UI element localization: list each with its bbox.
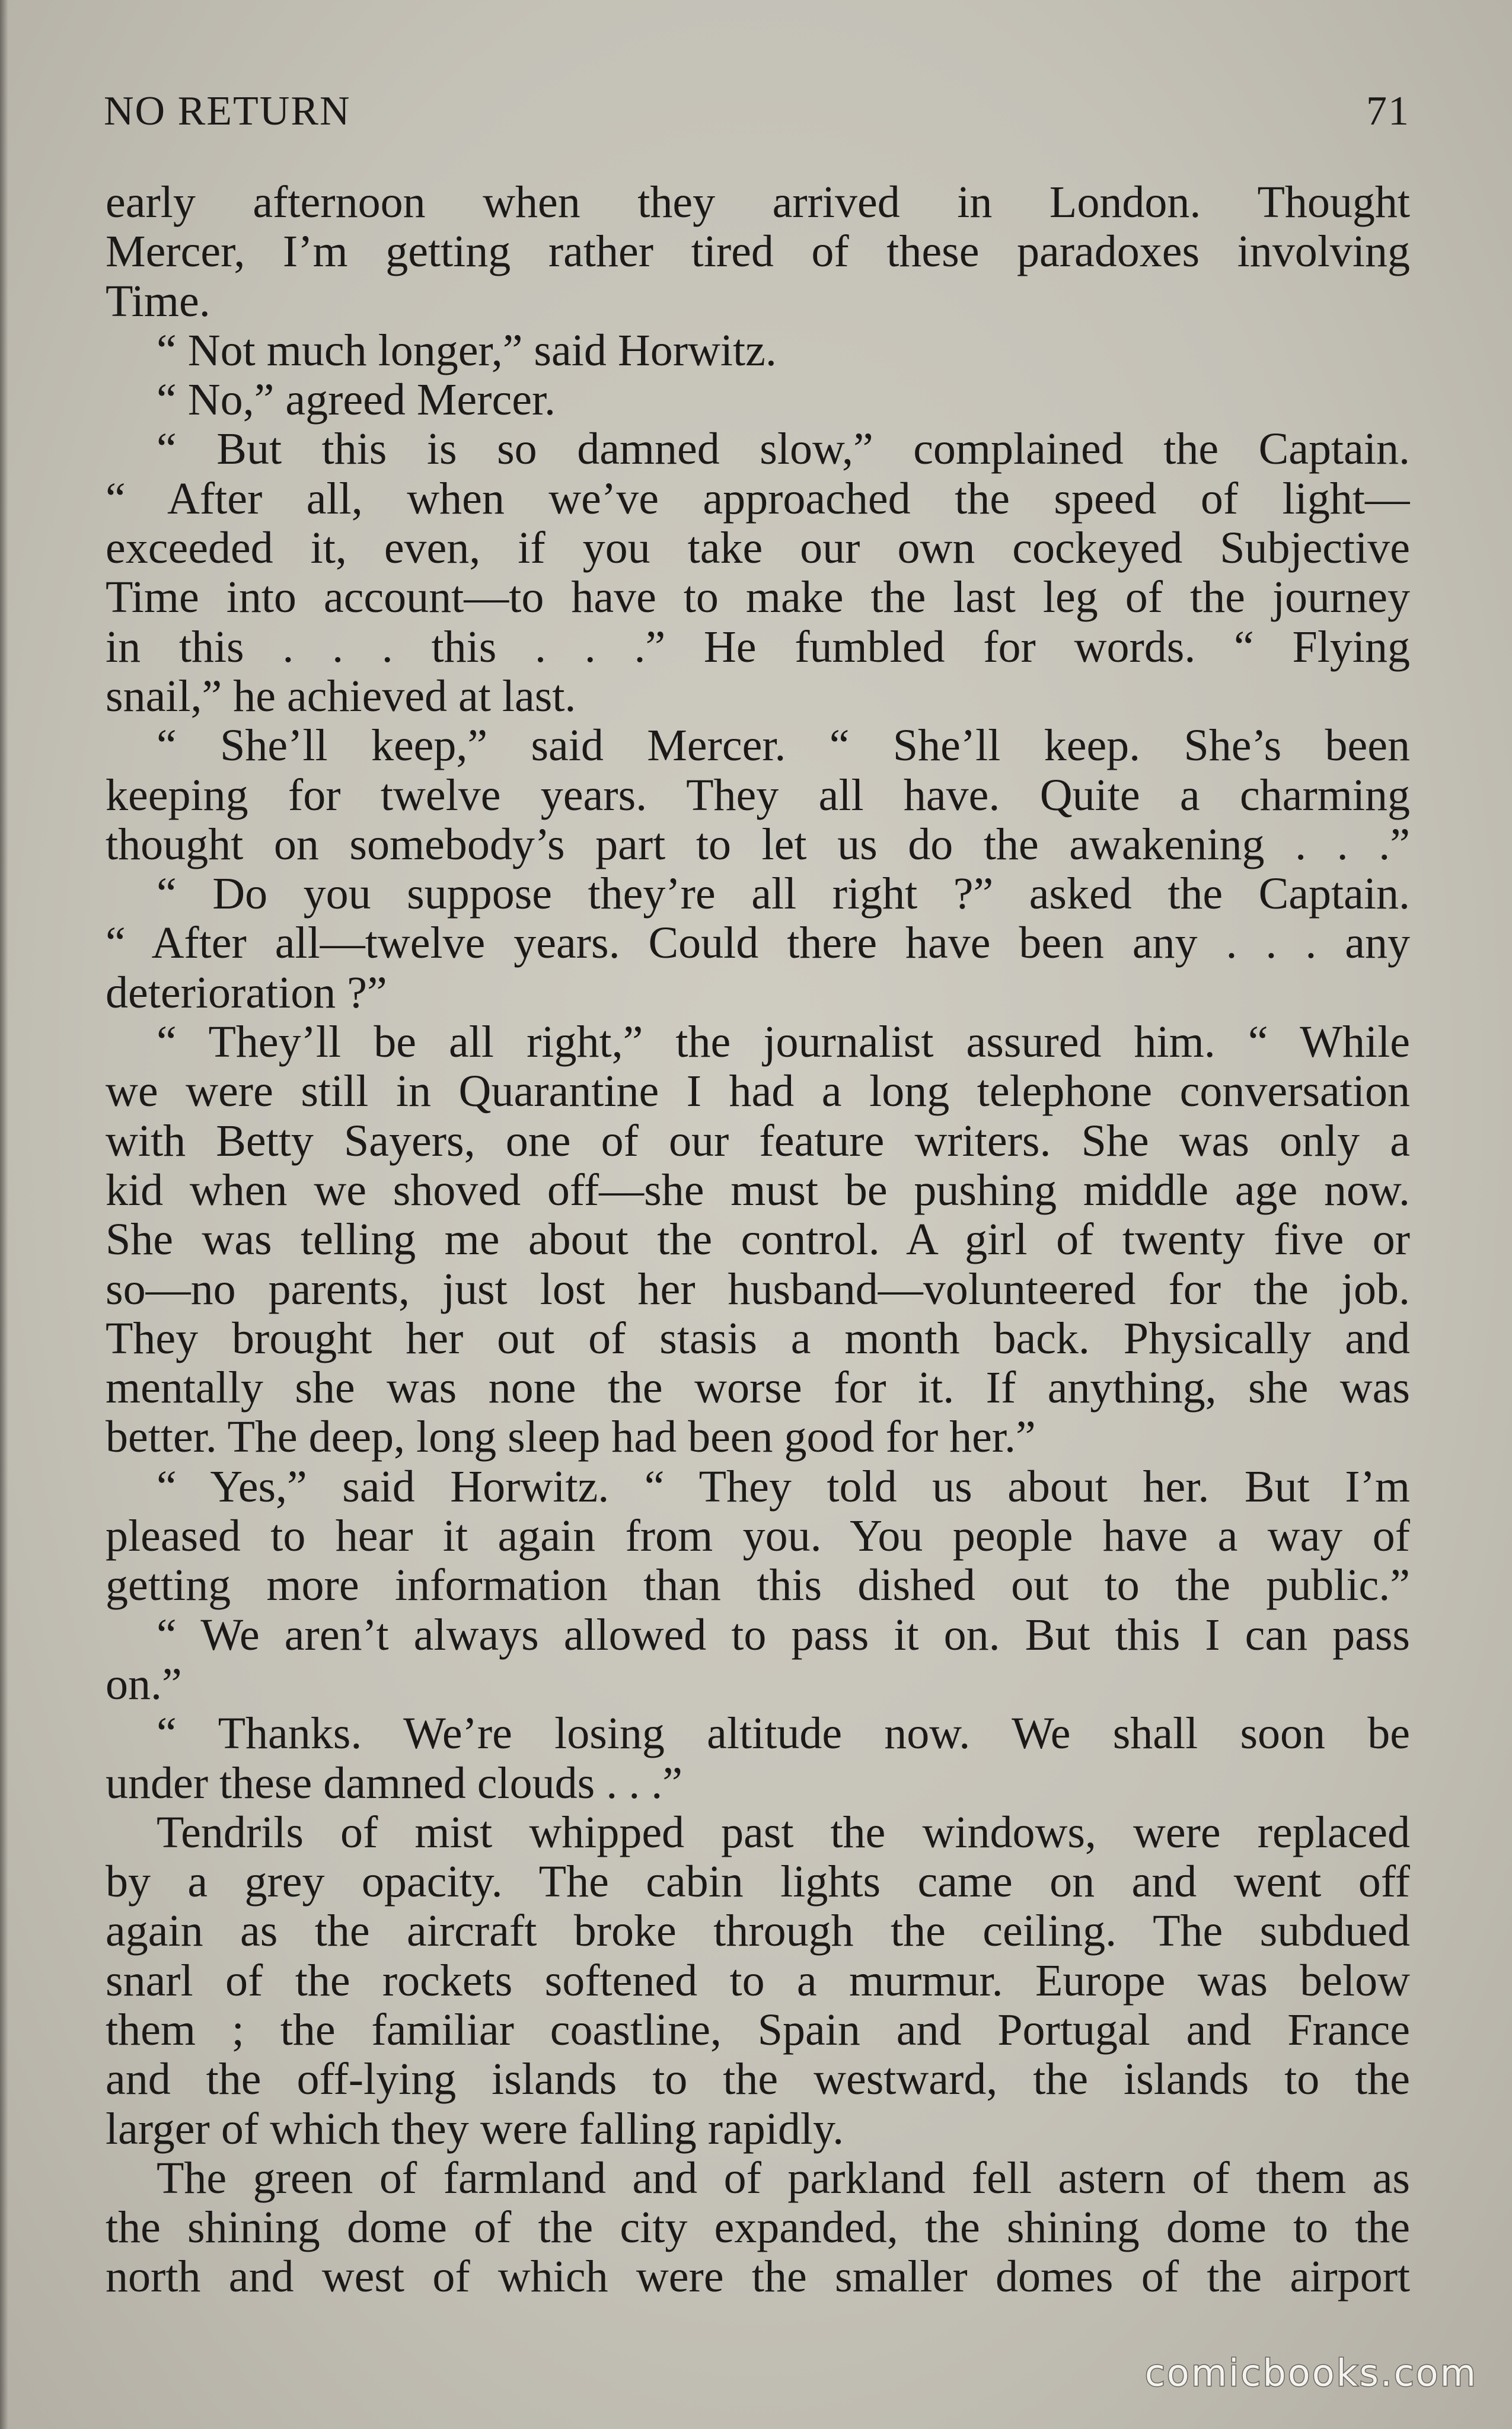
text-line: early afternoon when they arrived in London. Thought bbox=[106, 178, 1410, 227]
page-header bbox=[104, 88, 1410, 139]
site-watermark: comicbooks.com bbox=[1144, 2351, 1478, 2395]
text-line: “ Do you suppose they’re all right ?” asked the Captain. bbox=[157, 869, 1410, 919]
text-line: Time. bbox=[106, 276, 210, 326]
text-line: north and west of which were the smaller domes of the airport bbox=[106, 2252, 1410, 2302]
text-line: pleased to hear it again from you. You people have a way of bbox=[106, 1512, 1410, 1561]
text-line: “ We aren’t always allowed to pass it on. But this I can pass bbox=[157, 1610, 1410, 1660]
text-line: The green of farmland and of parkland fell astern of them as bbox=[157, 2153, 1410, 2203]
text-line: them ; the familiar coastline, Spain and Portugal and France bbox=[106, 2005, 1410, 2055]
page-shadow-edge bbox=[0, 0, 8, 2429]
text-line: again as the aircraft broke through the ceiling. The subdued bbox=[106, 1907, 1410, 1956]
text-line: kid when we shoved off—she must be pushing middle age now. bbox=[106, 1165, 1410, 1215]
text-line: They brought her out of stasis a month back. Physically and bbox=[106, 1314, 1410, 1363]
body-text bbox=[106, 178, 1410, 2302]
text-line: “ After all, when we’ve approached the speed of light— bbox=[106, 474, 1410, 524]
text-line: so—no parents, just lost her husband—volunteered for the job. bbox=[106, 1264, 1410, 1314]
text-line: in this . . . this . . .” He fumbled for words. “ Flying bbox=[106, 622, 1410, 672]
text-line: mentally she was none the worse for it. If anything, she was bbox=[106, 1363, 1410, 1413]
text-line: deterioration ?” bbox=[106, 968, 387, 1018]
text-line: under these damned clouds . . .” bbox=[106, 1758, 682, 1808]
text-line: “ She’ll keep,” said Mercer. “ She’ll keep. She’s been bbox=[157, 721, 1410, 771]
text-line: “ After all—twelve years. Could there have been any . . . any bbox=[106, 919, 1410, 968]
text-line: keeping for twelve years. They all have. Quite a charming bbox=[106, 770, 1410, 820]
running-title: NO RETURN bbox=[104, 88, 351, 134]
page-number: 71 bbox=[1366, 88, 1410, 134]
text-line: snail,” he achieved at last. bbox=[106, 671, 576, 721]
text-line: “ No,” agreed Mercer. bbox=[157, 375, 556, 425]
text-line: “ But this is so damned slow,” complained the Captain. bbox=[157, 425, 1410, 474]
text-line: thought on somebody’s part to let us do the awakening . . .” bbox=[106, 820, 1410, 869]
text-line: Time into account—to have to make the last leg of the journey bbox=[106, 573, 1410, 623]
text-line: Tendrils of mist whipped past the windows, were replaced bbox=[157, 1808, 1410, 1857]
text-line: She was telling me about the control. A girl of twenty five or bbox=[106, 1215, 1410, 1265]
text-line: exceeded it, even, if you take our own cockeyed Subjective bbox=[106, 524, 1410, 573]
text-line: with Betty Sayers, one of our feature writers. She was only a bbox=[106, 1116, 1410, 1166]
text-line: we were still in Quarantine I had a long telephone conversation bbox=[106, 1067, 1410, 1117]
text-line: “ Thanks. We’re losing altitude now. We shall soon be bbox=[157, 1709, 1410, 1759]
text-line: Mercer, I’m getting rather tired of these paradoxes involving bbox=[106, 227, 1410, 277]
text-line: getting more information than this dished out to the public.” bbox=[106, 1561, 1410, 1611]
text-line: the shining dome of the city expanded, the shining dome to the bbox=[106, 2203, 1410, 2253]
text-line: “ Not much longer,” said Horwitz. bbox=[157, 326, 777, 375]
text-line: snarl of the rockets softened to a murmur. Europe was below bbox=[106, 1956, 1410, 2006]
text-line: “ Yes,” said Horwitz. “ They told us about her. But I’m bbox=[157, 1462, 1410, 1512]
text-line: on.” bbox=[106, 1659, 182, 1709]
text-line: better. The deep, long sleep had been good for her.” bbox=[106, 1413, 1036, 1462]
text-line: by a grey opacity. The cabin lights came on and went off bbox=[106, 1857, 1410, 1907]
text-line: “ They’ll be all right,” the journalist assured him. “ While bbox=[157, 1018, 1410, 1067]
text-line: larger of which they were falling rapidly. bbox=[106, 2104, 844, 2154]
text-line: and the off-lying islands to the westward, the islands to the bbox=[106, 2055, 1410, 2105]
